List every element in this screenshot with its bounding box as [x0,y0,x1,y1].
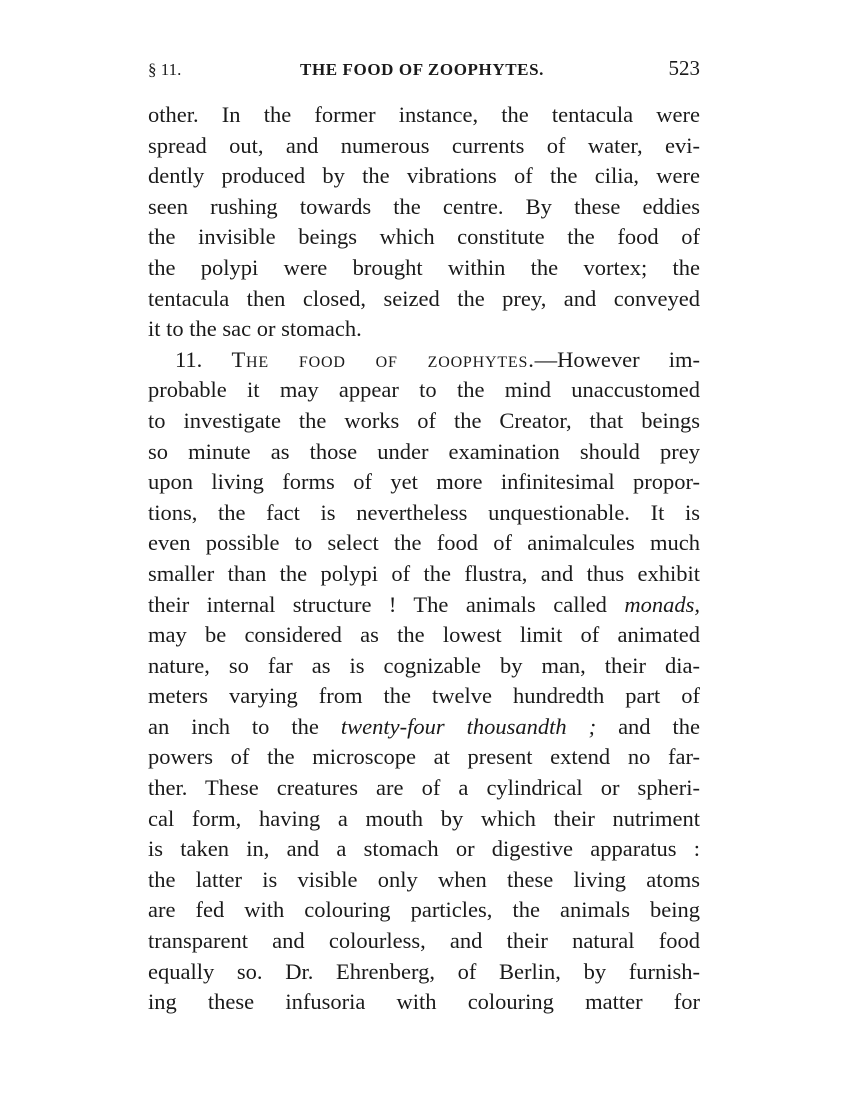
text-line [148,712,700,743]
text-line: seen rushing towards the centre. By these eddies [148,193,700,219]
text-fragment: and the [618,713,701,739]
text-line: dently produced by the vibrations of the cilia, were [148,163,700,189]
text-line: tentacula then closed, seized the prey, and conveyed [148,285,700,311]
text-line: the polypi were brought within the vortex; the [148,254,700,280]
text-fragment: —However im- [534,346,700,372]
text-line: to investigate the works of the Creator, that beings [148,407,700,433]
text-line: the latter is visible only when these living atoms [148,866,700,892]
text-line: powers of the microscope at present extend no far- [148,744,700,770]
body-text [148,100,700,1018]
paragraph-section-11 [148,345,700,1018]
text-line: upon living forms of yet more infinitesimal propor- [148,469,700,495]
text-line: ther. These creatures are of a cylindrical or spheri- [148,775,700,801]
text-line: transparent and colourless, and their natural food [148,928,700,954]
text-fragment: an inch to the [148,713,319,739]
text-line: nature, so far as is cognizable by man, their dia- [148,652,700,678]
text-line: is taken in, and a stomach or digestive apparatus : [148,836,700,862]
italic-term: monads, [624,591,700,617]
section-heading: The food of zoophytes. [231,346,535,372]
text-line: the invisible beings which constitute the food of [148,224,700,250]
running-head [148,56,700,86]
italic-term: twenty-four thousandth ; [340,713,597,739]
text-line [148,590,700,621]
text-line: other. In the former instance, the tentacula were [148,102,700,127]
text-line [148,345,700,376]
text-fragment: their internal structure ! The animals called [148,591,607,617]
section-number: 11. [175,346,203,372]
running-title: THE FOOD OF ZOOPHYTES. [300,60,544,79]
text-line: probable it may appear to the mind unaccustomed [148,377,700,403]
text-line: tions, the fact is nevertheless unquestionable. It is [148,499,700,525]
text-line: it to the sac or stomach. [148,316,362,342]
text-line: even possible to select the food of animalcules much [148,530,700,556]
text-line: smaller than the polypi of the flustra, and thus exhibit [148,560,700,586]
text-line: spread out, and numerous currents of water, evi- [148,132,700,158]
text-line: so minute as those under examination should prey [148,438,700,464]
text-line: ing these infusoria with colouring matter for [148,989,700,1015]
text-line: cal form, having a mouth by which their nutriment [148,805,700,831]
text-line: may be considered as the lowest limit of animated [148,622,700,648]
text-line: equally so. Dr. Ehrenberg, of Berlin, by furnish- [148,958,700,984]
text-line: are fed with colouring particles, the animals being [148,897,700,923]
section-mark: § 11. [148,60,182,79]
paragraph-continued [148,100,700,345]
page-number: 523 [668,56,700,80]
text-line: meters varying from the twelve hundredth part of [148,683,700,709]
